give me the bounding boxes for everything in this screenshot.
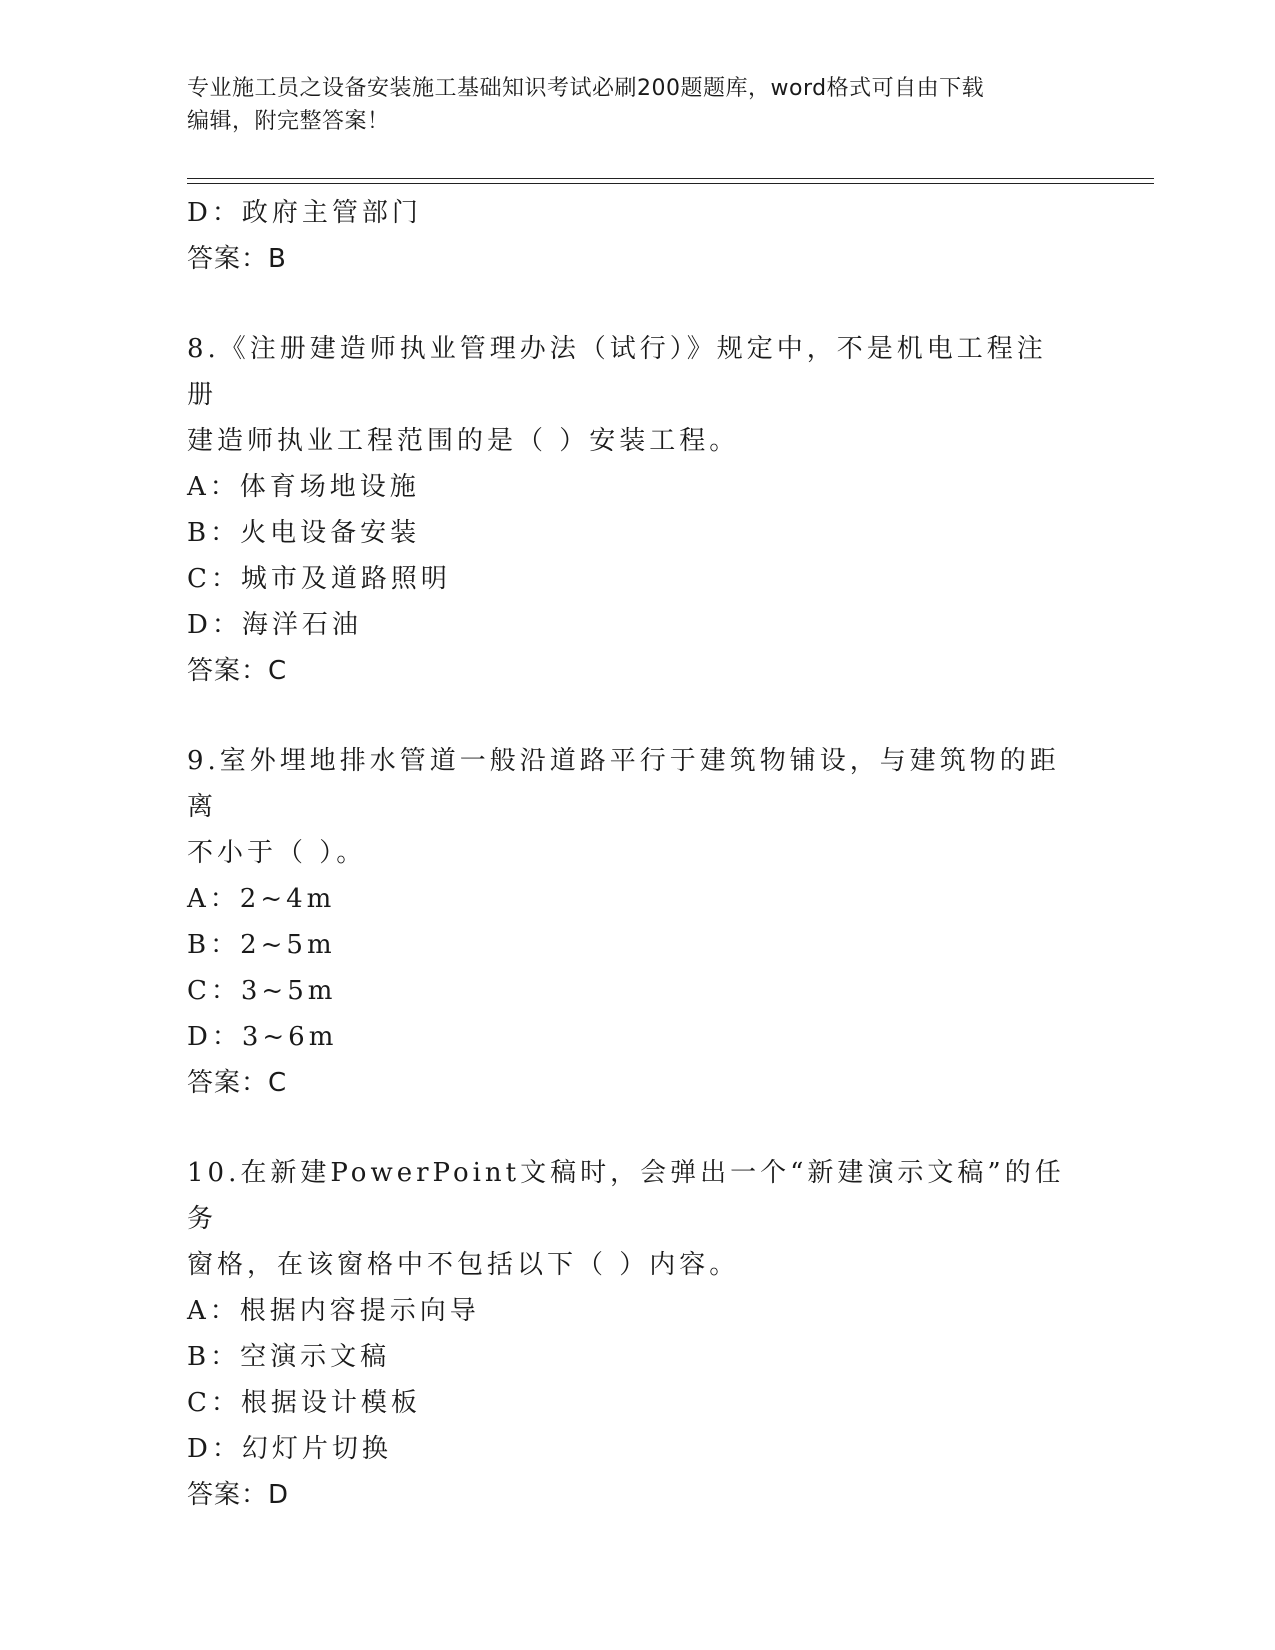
question-10 — [187, 1150, 1087, 1518]
option-a: A：根据内容提示向导 — [187, 1296, 480, 1326]
question-stem-line: 8.《注册建造师执业管理办法（试行）》规定中，不是机电工程注册 — [187, 334, 1047, 410]
option-d: D：幻灯片切换 — [187, 1434, 392, 1464]
question-9 — [187, 738, 1087, 1106]
question-stem-line: 窗格，在该窗格中不包括以下（ ）内容。 — [187, 1250, 740, 1280]
option-d: D：海洋石油 — [187, 610, 362, 640]
question-stem-line: 9.室外埋地排水管道一般沿道路平行于建筑物铺设，与建筑物的距离 — [187, 746, 1060, 822]
option-b: B：2~5m — [187, 930, 336, 960]
answer-line: 答案：B — [187, 244, 287, 274]
header-title-line-2: 编辑，附完整答案！ — [187, 109, 390, 134]
answer-line: 答案：C — [187, 656, 288, 686]
header-divider-top — [187, 178, 1154, 179]
question-list — [187, 190, 1087, 1518]
option-b: B：空演示文稿 — [187, 1342, 391, 1372]
option-c: C：3~5m — [187, 976, 337, 1006]
question-stem-line: 10.在新建PowerPoint文稿时，会弹出一个“新建演示文稿”的任务 — [187, 1158, 1065, 1234]
option-a: A：2~4m — [187, 884, 336, 914]
option-a: A：体育场地设施 — [187, 472, 420, 502]
option-b: B：火电设备安装 — [187, 518, 421, 548]
question-stem-line: 建造师执业工程范围的是（ ）安装工程。 — [187, 426, 740, 456]
page-header — [187, 72, 1087, 138]
header-divider-bottom — [187, 183, 1154, 184]
option-c: C：城市及道路照明 — [187, 564, 451, 594]
question-8 — [187, 326, 1087, 694]
header-title-line-1: 专业施工员之设备安装施工基础知识考试必刷200题题库，word格式可自由下载 — [187, 76, 985, 101]
option-c: C：根据设计模板 — [187, 1388, 421, 1418]
previous-question-tail — [187, 190, 1087, 282]
answer-line: 答案：D — [187, 1480, 290, 1510]
option-d: D：3~6m — [187, 1022, 338, 1052]
option-d: D：政府主管部门 — [187, 198, 422, 228]
question-stem-line: 不小于（ ）。 — [187, 838, 367, 868]
answer-line: 答案：C — [187, 1068, 288, 1098]
